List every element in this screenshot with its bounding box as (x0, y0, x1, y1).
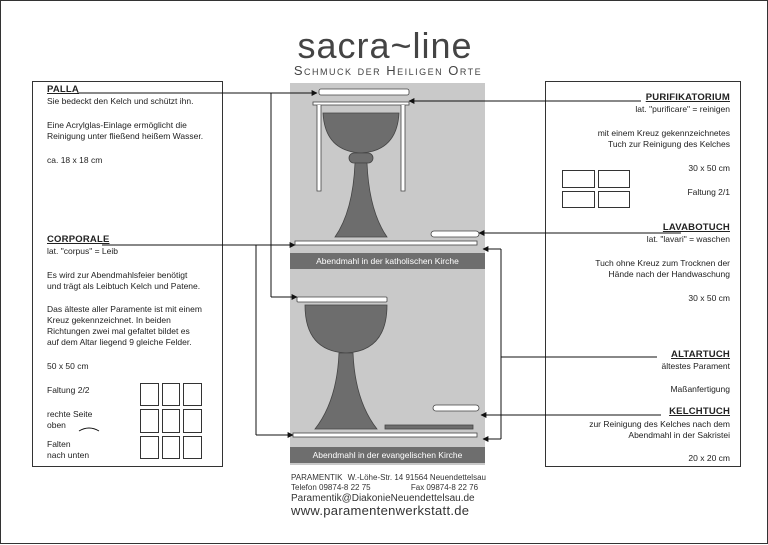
altartuch-desc1: ältestes Parament (661, 361, 730, 371)
footer-address-line (291, 473, 491, 483)
corporale-side2: oben (47, 420, 66, 430)
corporale-fold: Faltung 2/2 (47, 385, 90, 395)
kelchtuch-desc2: Abendmahl in der Sakristei (628, 430, 730, 440)
caption-evangelical: Abendmahl in der evangelischen Kirche (290, 447, 485, 463)
footer-phone: Telefon 09874-8 22 75 (291, 483, 371, 492)
brand-subtitle: Schmuck der Heiligen Orte (293, 63, 483, 78)
purifikatorium-fold-grid (560, 168, 632, 210)
purifikatorium-heading: PURIFIKATORIUM (645, 92, 730, 103)
footer-address: W.-Löhe-Str. 14 91564 Neuendettelsau (347, 473, 486, 482)
corporale-fold-note2: nach unten (47, 450, 90, 460)
lavabotuch-desc1: Tuch ohne Kreuz zum Trocknen der (595, 258, 730, 268)
purifikatorium-desc1: mit einem Kreuz gekennzeichnetes (597, 128, 730, 138)
brand-header (1, 27, 768, 78)
corporale-desc3: Das älteste aller Paramente ist mit einem (47, 304, 202, 314)
corporale-size: 50 x 50 cm (47, 361, 89, 371)
corporale-desc2: und trägt als Leibtuch Kelch und Patene. (47, 281, 201, 291)
altartuch-desc2: Maßanfertigung (670, 384, 730, 394)
caption-catholic: Abendmahl in der katholischen Kirche (290, 253, 485, 269)
corporale-latin: lat. "corpus" = Leib (47, 246, 119, 256)
lavabotuch-latin: lat. "lavari" = waschen (646, 234, 730, 244)
altartuch-heading: ALTARTUCH (671, 349, 730, 360)
altar-illustration (290, 83, 485, 465)
corporale-fold-note1: Falten (47, 439, 71, 449)
palla-desc1: Eine Acrylglas-Einlage ermöglicht die (47, 120, 187, 130)
right-info-panel (545, 81, 741, 467)
purifikatorium-latin: lat. "purificare" = reinigen (635, 104, 730, 114)
lavabotuch-size: 30 x 50 cm (688, 293, 730, 303)
corporale-fold-grid (137, 380, 205, 462)
corporale-desc4: Kreuz gekennzeichnet. In beiden (47, 315, 171, 325)
footer-website[interactable]: www.paramentenwerkstatt.de (291, 503, 470, 518)
purifikatorium-fold: Faltung 2/1 (687, 187, 730, 197)
lavabotuch-desc2: Hände nach der Handwaschung (608, 269, 730, 279)
palla-desc2: Reinigung unter fließend heißem Wasser. (47, 131, 204, 141)
corporale-heading: CORPORALE (47, 234, 110, 245)
lavabotuch-heading: LAVABOTUCH (662, 222, 730, 233)
kelchtuch-desc1: zur Reinigung des Kelches nach dem (589, 419, 730, 429)
palla-size: ca. 18 x 18 cm (47, 155, 103, 165)
palla-line1: Sie bedeckt den Kelch und schützt ihn. (47, 96, 194, 106)
corporale-desc5: Richtungen zwei mal gefaltet bildet es (47, 326, 190, 336)
palla-heading: PALLA (47, 84, 79, 95)
corporale-desc6: auf dem Altar liegend 9 gleiche Felder. (47, 337, 192, 347)
footer-email[interactable]: Paramentik@DiakonieNeuendettelsau.de (291, 493, 475, 504)
corporale-side1: rechte Seite (47, 409, 93, 419)
left-info-panel (32, 81, 223, 467)
brand-title: sacra~line (297, 25, 473, 66)
kelchtuch-size: 20 x 20 cm (688, 453, 730, 463)
contact-footer (291, 473, 491, 518)
purifikatorium-desc2: Tuch zur Reinigung des Kelches (607, 139, 730, 149)
footer-phone-line (291, 483, 491, 493)
footer-company: PARAMENTIK (291, 473, 343, 482)
corporale-desc1: Es wird zur Abendmahlsfeier benötigt (47, 270, 188, 280)
purifikatorium-size: 30 x 50 cm (688, 163, 730, 173)
kelchtuch-heading: KELCHTUCH (669, 406, 730, 417)
footer-fax: Fax 09874-8 22 76 (410, 483, 479, 492)
